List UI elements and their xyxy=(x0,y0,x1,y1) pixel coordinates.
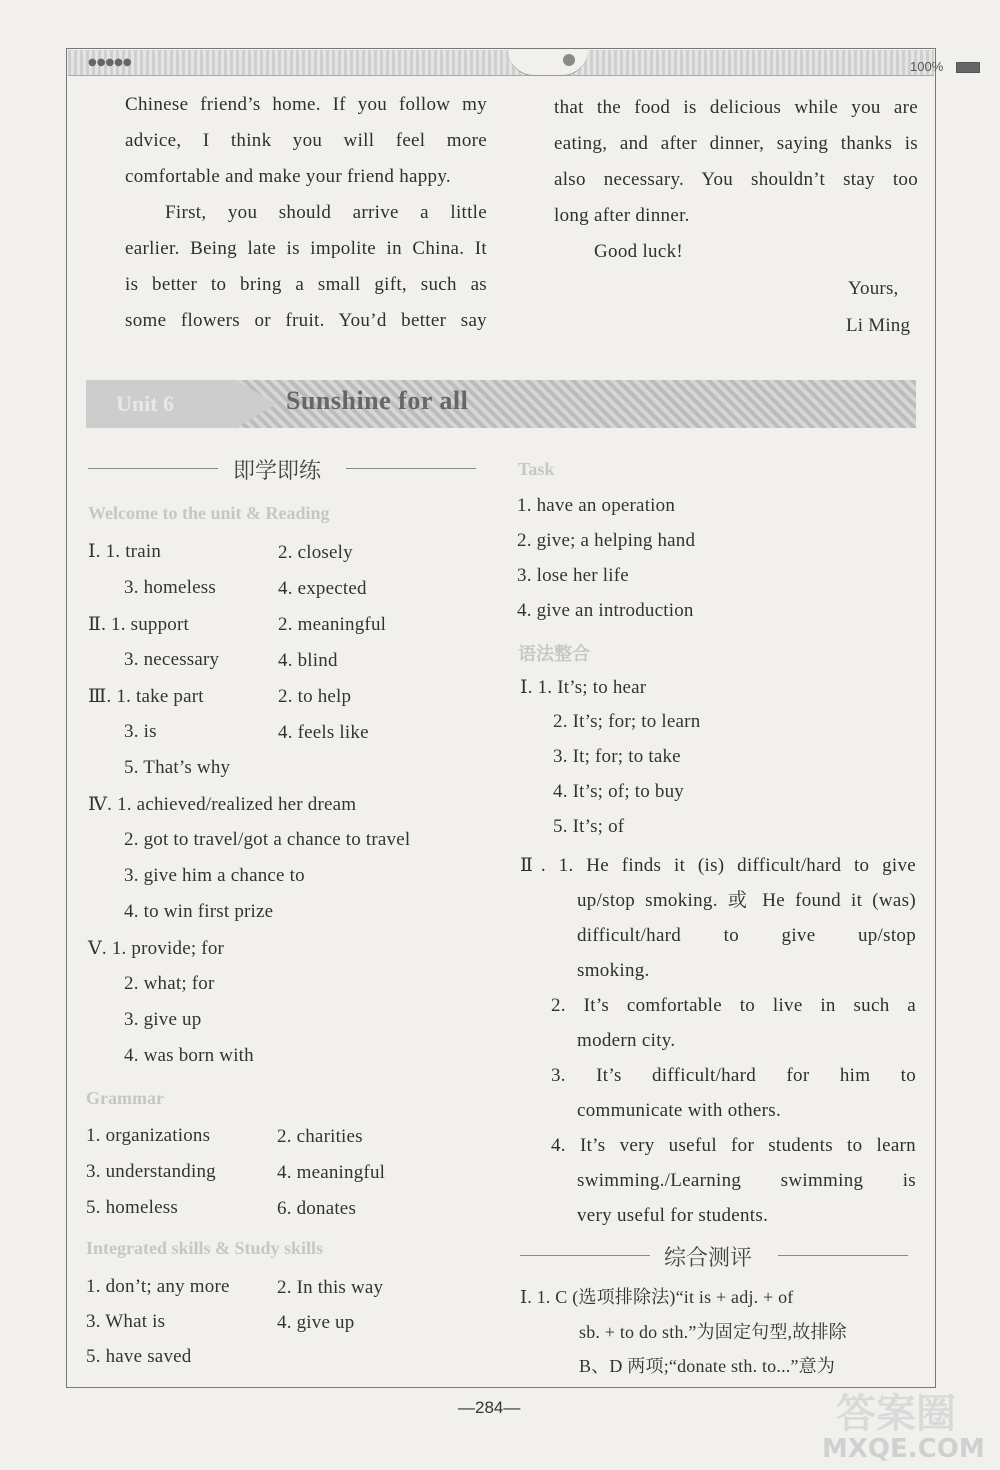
answer-item: 4. was born with xyxy=(124,1045,254,1066)
subsection-title: Task xyxy=(518,459,555,479)
answer-item: 2. closely xyxy=(278,542,353,563)
letter-left-paragraph xyxy=(125,87,487,339)
answer-item: 5. homeless xyxy=(86,1197,178,1218)
answer-item: Ⅱ. 1. support xyxy=(88,614,190,635)
subsection-title: Integrated skills & Study skills xyxy=(86,1238,324,1258)
tablet-notch xyxy=(508,50,588,76)
unit-banner xyxy=(86,380,916,428)
answer-item: 2. meaningful xyxy=(278,614,387,635)
banner-arrow-icon xyxy=(236,380,276,428)
answer-item: 5. That’s why xyxy=(124,757,231,778)
answer-line: up/stop smoking. 或 He found it (was) xyxy=(577,890,916,911)
answer-item: 4. to win first prize xyxy=(124,901,274,922)
answer-item: Ⅲ. 1. take part xyxy=(88,686,204,707)
answer-item: 3. necessary xyxy=(124,649,220,670)
answer-item: Ⅰ. 1. C (选项排除法)“it is + adj. + of xyxy=(520,1287,794,1307)
answer-item: Ⅳ. 1. achieved/realized her dream xyxy=(88,794,357,815)
watermark-text: 答案圈 xyxy=(836,1391,956,1437)
answer-item: 4. blind xyxy=(278,650,338,671)
answer-item: 4. expected xyxy=(278,578,367,599)
letter-line: Chinese friend’s home. If you follow my xyxy=(125,94,487,115)
answer-item: 3. understanding xyxy=(86,1161,216,1182)
answer-line: communicate with others. xyxy=(577,1100,782,1121)
letter-good-luck: Good luck! xyxy=(594,241,684,262)
answer-item: 5. have saved xyxy=(86,1346,192,1367)
signal-icon: ●●●●● xyxy=(88,57,132,68)
answer-line: swimming./Learning swimming is xyxy=(577,1170,916,1191)
camera-icon xyxy=(563,54,575,66)
answer-line: 3. It’s difficult/hard for him to xyxy=(551,1065,916,1086)
answer-line: 4. It’s very useful for students to learn xyxy=(551,1135,916,1156)
letter-line: comfortable and make your friend happy. xyxy=(125,166,451,187)
answer-item: Ⅰ. 1. train xyxy=(88,541,162,562)
watermark-url: MXQE.COM xyxy=(822,1434,985,1464)
answer-item: 3. What is xyxy=(86,1311,166,1332)
answer-item: 3. homeless xyxy=(124,577,216,598)
answer-item: 1. don’t; any more xyxy=(86,1276,230,1297)
answer-item: Ⅰ. 1. It’s; to hear xyxy=(520,677,647,698)
battery-icon xyxy=(956,62,980,73)
answer-item: 6. donates xyxy=(277,1198,357,1219)
answer-line: very useful for students. xyxy=(577,1205,769,1226)
answer-item: 2. got to travel/got a chance to travel xyxy=(124,829,411,850)
subsection-title: Grammar xyxy=(86,1088,164,1108)
heading-rule xyxy=(346,468,476,469)
answer-item: 3. It; for; to take xyxy=(553,746,681,767)
answer-item: 2. charities xyxy=(277,1126,363,1147)
answer-line: smoking. xyxy=(577,960,650,981)
answer-item: 1. have an operation xyxy=(517,495,676,516)
letter-right-paragraph xyxy=(554,90,918,270)
letter-line: First, you should arrive a little xyxy=(165,202,487,223)
answer-item: 3. give up xyxy=(124,1009,202,1030)
answer-item: 3. is xyxy=(124,721,157,742)
unit-tag: Unit 6 xyxy=(86,380,236,428)
letter-line: earlier. Being late is impolite in China. It xyxy=(125,238,487,259)
answer-item: 2. to help xyxy=(278,686,352,707)
letter-line: also necessary. You shouldn’t stay too xyxy=(554,169,918,190)
answer-item: 2. It’s; for; to learn xyxy=(553,711,701,732)
letter-line: long after dinner. xyxy=(554,205,690,226)
letter-line: some flowers or fruit. You’d better say xyxy=(125,310,487,331)
letter-signature: Li Ming xyxy=(846,315,911,336)
answer-item: 3. give him a chance to xyxy=(124,865,305,886)
answer-item: 4. feels like xyxy=(278,722,369,743)
battery-percentage: 100% xyxy=(910,59,944,74)
subsection-title: Welcome to the unit & Reading xyxy=(88,503,330,523)
section-heading: 即学即练 xyxy=(233,459,322,484)
answer-item: 3. lose her life xyxy=(517,565,629,586)
letter-line: is better to bring a small gift, such as xyxy=(125,274,487,295)
answer-item: 2. what; for xyxy=(124,973,215,994)
letter-line: advice, I think you will feel more xyxy=(125,130,487,151)
answer-item: 2. In this way xyxy=(277,1277,384,1298)
letter-line: that the food is delicious while you are xyxy=(554,97,918,118)
answer-line: 2. It’s comfortable to live in such a xyxy=(551,995,916,1016)
answer-line: Ⅱ. 1. He finds it (is) difficult/hard to give xyxy=(520,855,916,876)
answer-item: 2. give; a helping hand xyxy=(517,530,696,551)
heading-rule xyxy=(88,468,218,469)
answer-item: 4. meaningful xyxy=(277,1162,386,1183)
subsection-title: 语法整合 xyxy=(518,644,590,665)
unit-title: Sunshine for all xyxy=(286,386,469,415)
watermark-logo xyxy=(822,1362,985,1464)
answer-item: sb. + to do sth.”为固定句型,故排除 xyxy=(579,1322,847,1342)
answer-item: Ⅴ. 1. provide; for xyxy=(88,938,225,959)
grammar-II-block xyxy=(520,848,916,1233)
answer-line: modern city. xyxy=(577,1030,676,1051)
section-heading: 综合测评 xyxy=(664,1246,753,1271)
answer-line: difficult/hard to give up/stop xyxy=(577,925,916,946)
heading-rule xyxy=(520,1255,650,1256)
heading-rule xyxy=(778,1255,908,1256)
page-number: —284— xyxy=(458,1398,521,1417)
answer-item: 5. It’s; of xyxy=(553,816,625,837)
answer-item: 4. give up xyxy=(277,1312,355,1333)
tablet-status-bar xyxy=(68,50,944,76)
answer-item: 1. organizations xyxy=(86,1125,211,1146)
letter-line: eating, and after dinner, saying thanks is xyxy=(554,133,918,154)
answer-item: B、D 两项;“donate sth. to...”意为 xyxy=(579,1356,836,1376)
answer-item: 4. give an introduction xyxy=(517,600,694,621)
answer-item: 4. It’s; of; to buy xyxy=(553,781,684,802)
letter-closing: Yours, xyxy=(848,278,899,299)
